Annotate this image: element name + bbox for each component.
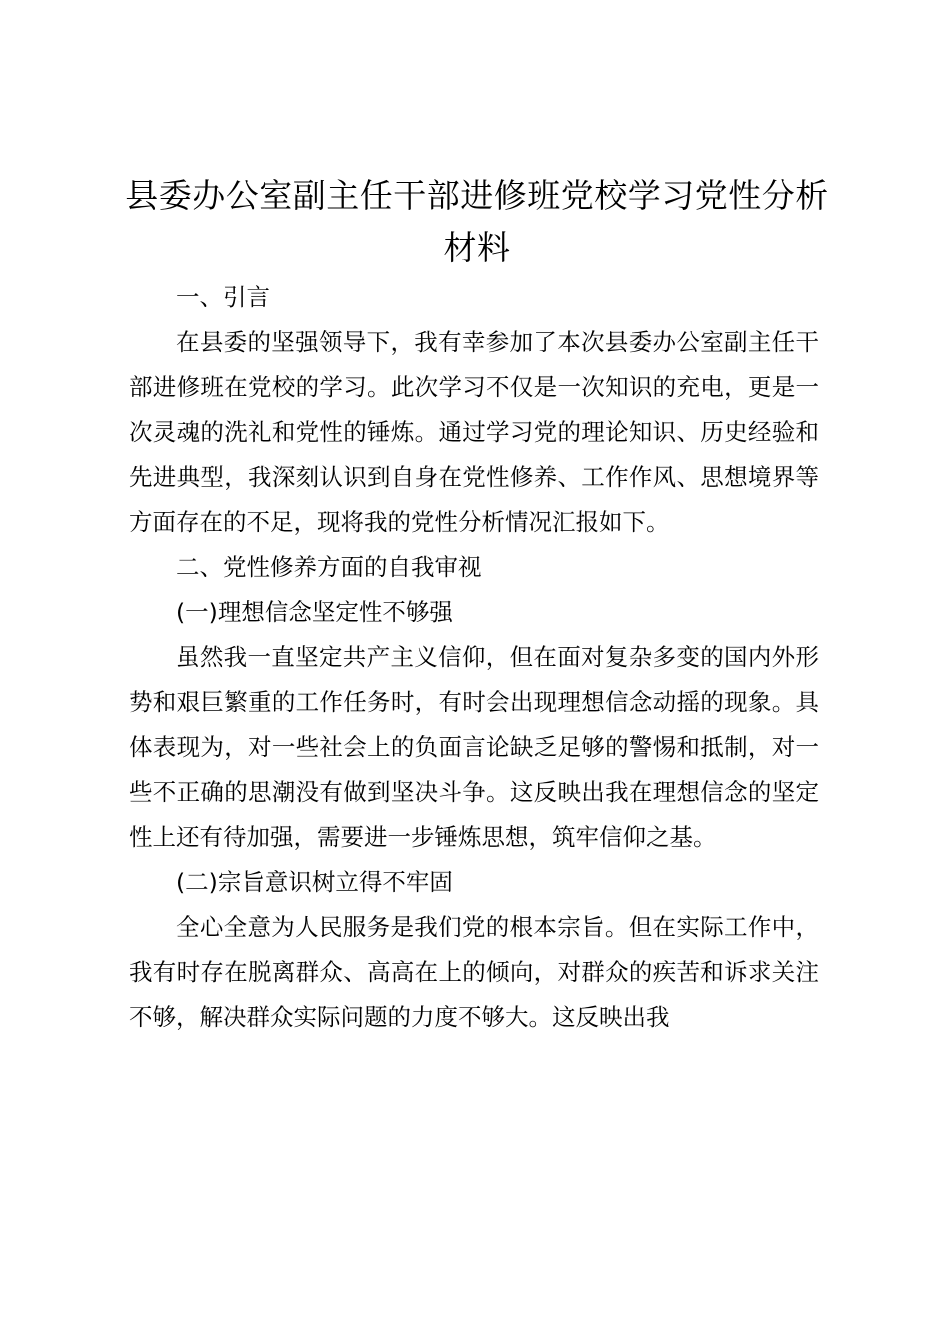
section-heading-introduction: 一、引言: [176, 283, 270, 311]
section-heading-self-review: 二、党性修养方面的自我审视: [176, 553, 482, 581]
subheading-ideals-beliefs: (一)理想信念坚定性不够强: [176, 598, 453, 626]
paragraph-ideals-beliefs: 虽然我一直坚定共产主义信仰，但在面对复杂多变的国内外形势和艰巨繁重的工作任务时，有时会出现理想信念动摇的现象。具体表现为，对一些社会上的负面言论缺乏足够的警惕和抵制，对一些不正确的思潮没有做到坚决斗争。这反映出我在理想信念的坚定性上还有待加强，需要进一步锤炼思想，筑牢信仰之基。: [129, 643, 819, 851]
paragraph-purpose-awareness: 全心全意为人民服务是我们党的根本宗旨。但在实际工作中，我有时存在脱离群众、高高在上的倾向，对群众的疾苦和诉求关注不够，解决群众实际问题的力度不够大。这反映出我: [129, 913, 819, 1031]
document-title: 县委办公室副主任干部进修班党校学习党性分析材料: [125, 176, 829, 267]
subheading-purpose-awareness: (二)宗旨意识树立得不牢固: [176, 868, 453, 896]
document-body: [129, 275, 819, 1040]
paragraph-introduction: 在县委的坚强领导下，我有幸参加了本次县委办公室副主任干部进修班在党校的学习。此次学习不仅是一次知识的充电，更是一次灵魂的洗礼和党性的锤炼。通过学习党的理论知识、历史经验和先进典型，我深刻认识到自身在党性修养、工作作风、思想境界等方面存在的不足，现将我的党性分析情况汇报如下。: [129, 328, 819, 536]
